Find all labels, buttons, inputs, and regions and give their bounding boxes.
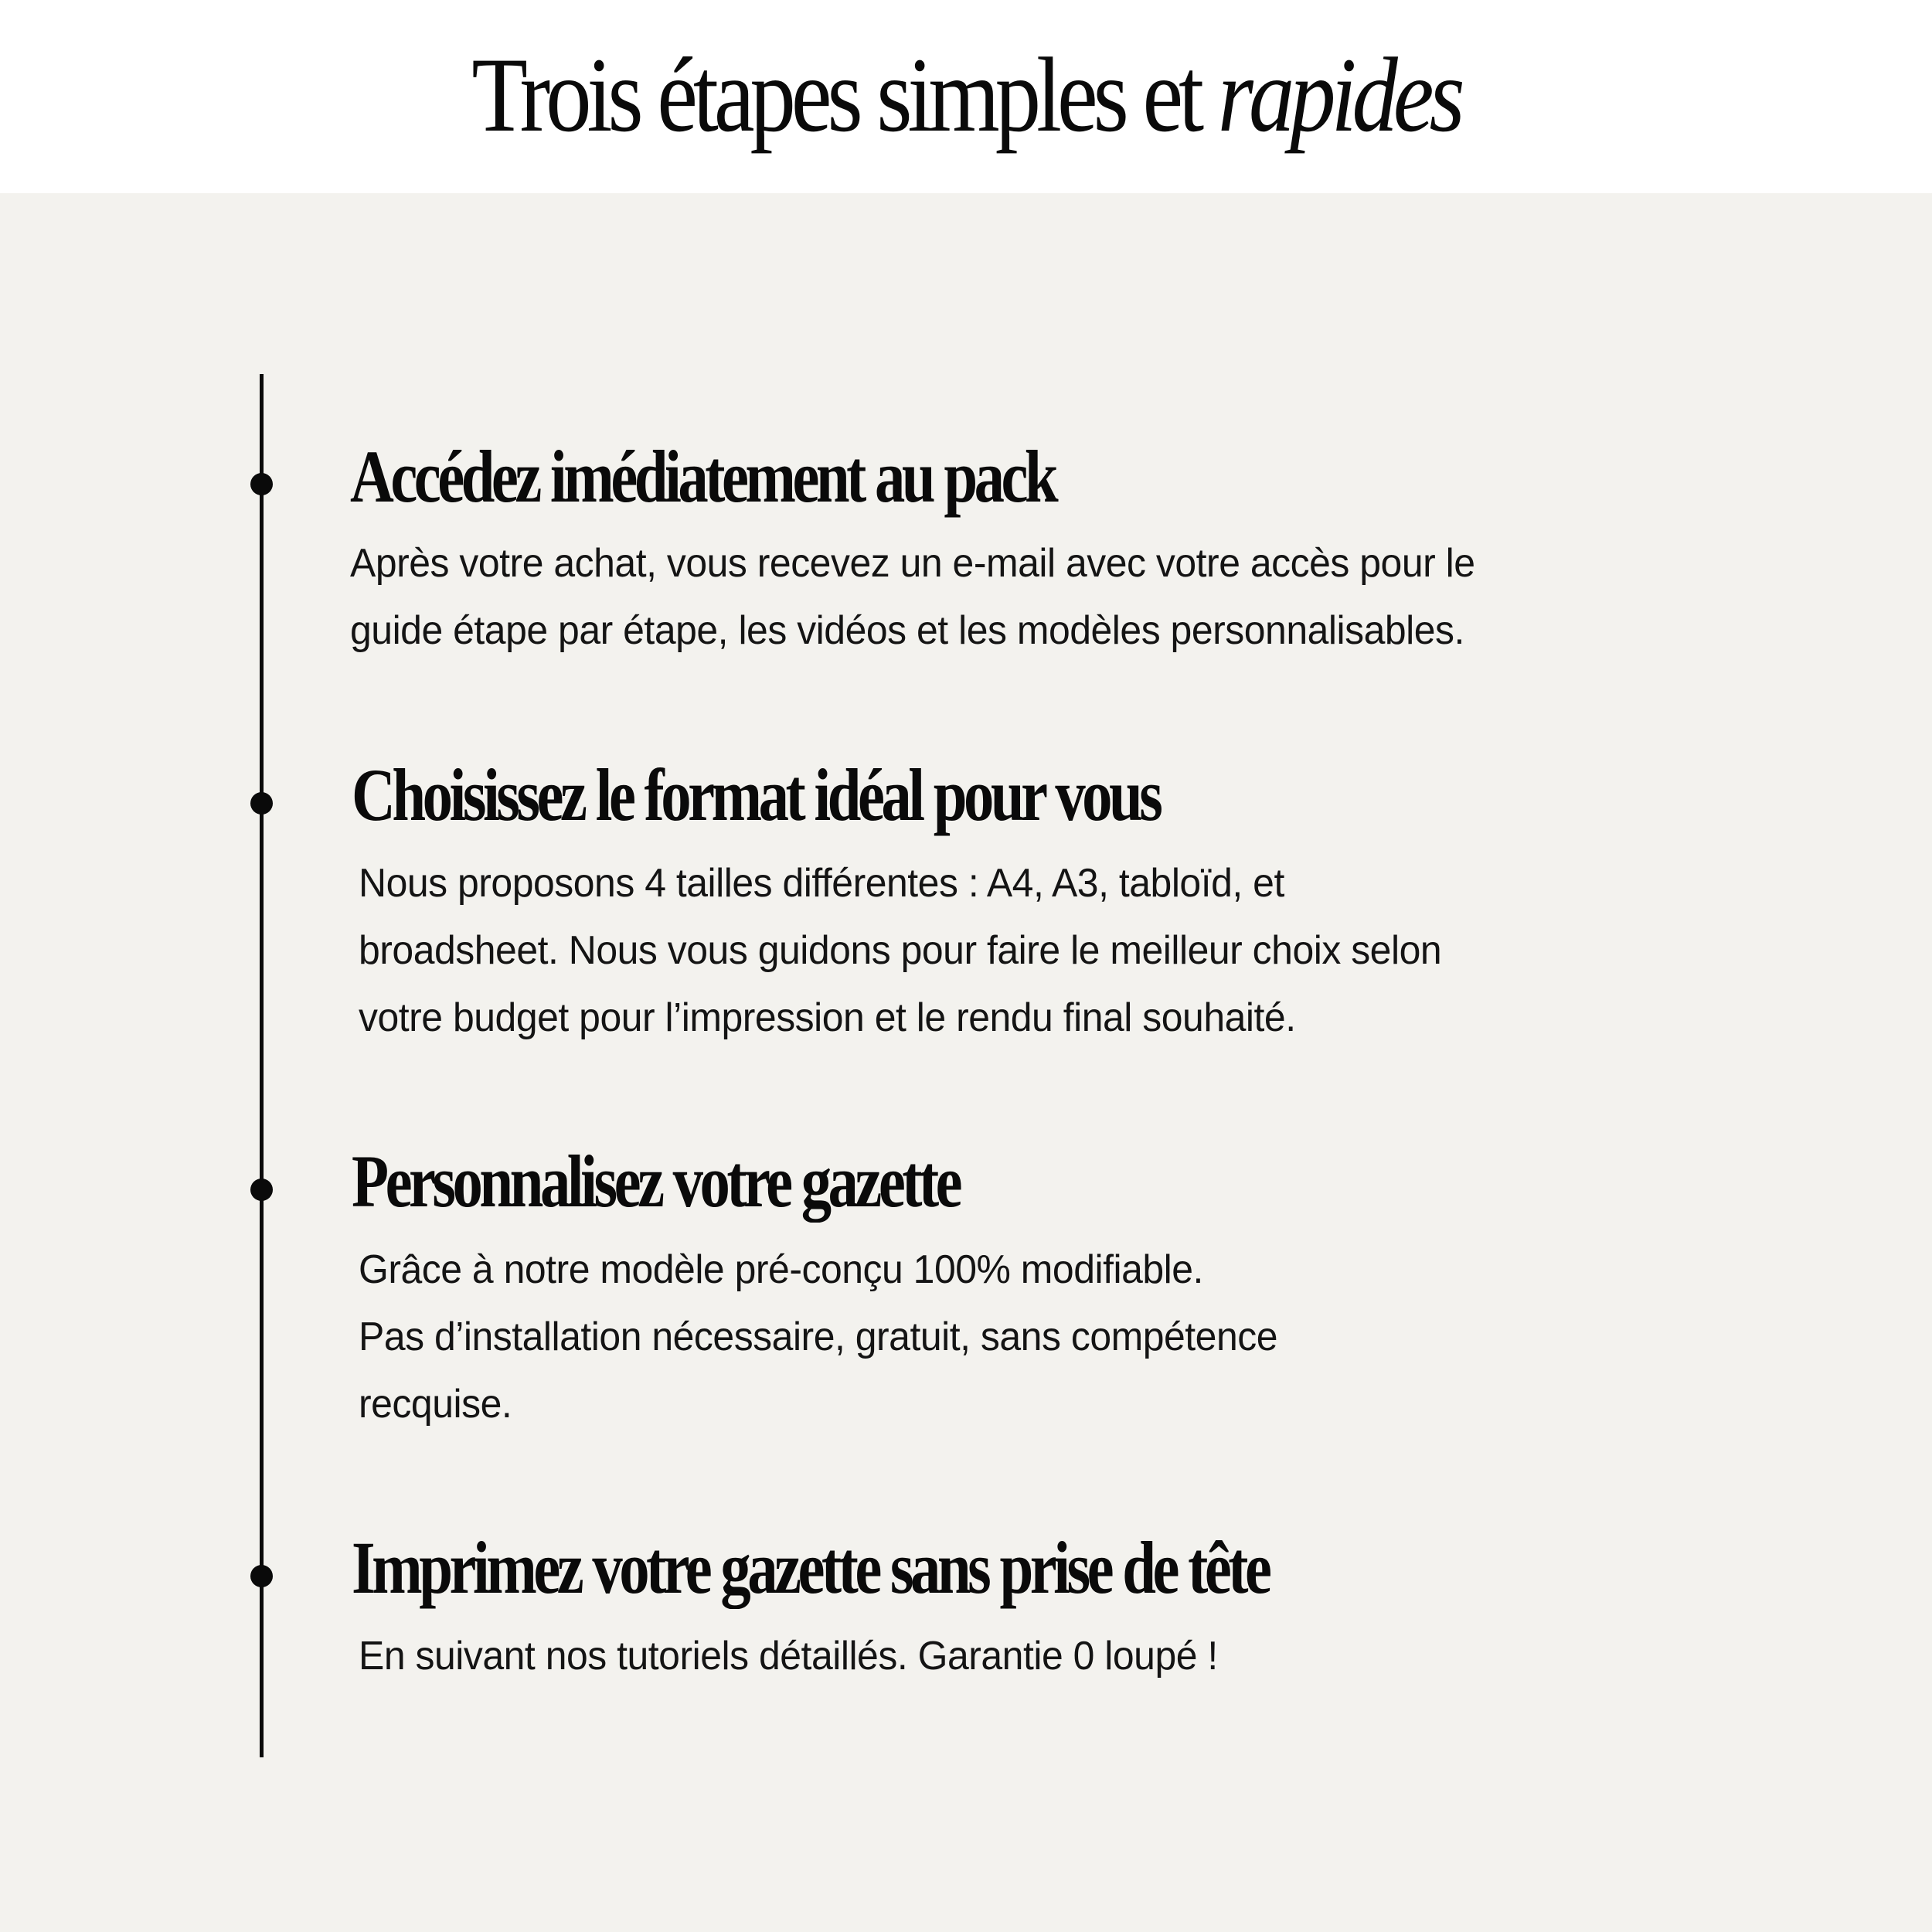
- step-body-line: recquise.: [359, 1382, 512, 1427]
- step-title: Accédez imédiatement au pack: [350, 435, 1056, 518]
- step-body: [350, 530, 1685, 665]
- step-body: [359, 1623, 1687, 1690]
- page-title: [135, 29, 1797, 161]
- step-1: [350, 434, 1741, 665]
- title-main: Trois étapes simples et: [471, 36, 1218, 154]
- step-body-line: Pas d’installation nécessaire, gratuit, sans compétence: [359, 1315, 1277, 1359]
- step-3: [352, 1139, 1743, 1438]
- step-title: Choisissez le format idéal pour vous: [352, 753, 1160, 836]
- step-body-line: Nous proposons 4 tailles différentes : A4, A3, tabloïd, et: [359, 861, 1284, 906]
- header-band: [0, 0, 1932, 193]
- timeline-dot-icon: [250, 1565, 273, 1587]
- step-body-line: Après votre achat, vous recevez un e-mail avec votre accès pour le: [350, 541, 1475, 586]
- step-body-line: Grâce à notre modèle pré-conçu 100% modifiable.: [359, 1247, 1203, 1292]
- step-body: [359, 850, 1687, 1052]
- step-body-line: En suivant nos tutoriels détaillés. Garantie 0 loupé !: [359, 1634, 1218, 1679]
- timeline-dot-icon: [250, 1179, 273, 1201]
- step-title: Imprimez votre gazette sans prise de tête: [352, 1526, 1269, 1609]
- step-4: [352, 1526, 1743, 1690]
- step-body-line: broadsheet. Nous vous guidons pour faire le meilleur choix selon: [359, 928, 1442, 973]
- title-accent: rapides: [1217, 36, 1461, 154]
- step-title: Personnalisez votre gazette: [352, 1140, 960, 1223]
- step-body-line: votre budget pour l’impression et le rendu final souhaité.: [359, 995, 1296, 1040]
- timeline-dot-icon: [250, 473, 273, 495]
- timeline-dot-icon: [250, 792, 273, 815]
- step-body: [359, 1236, 1687, 1438]
- step-body-line: guide étape par étape, les vidéos et les modèles personnalisables.: [350, 608, 1464, 653]
- step-2: [352, 753, 1743, 1052]
- timeline-line: [260, 374, 264, 1757]
